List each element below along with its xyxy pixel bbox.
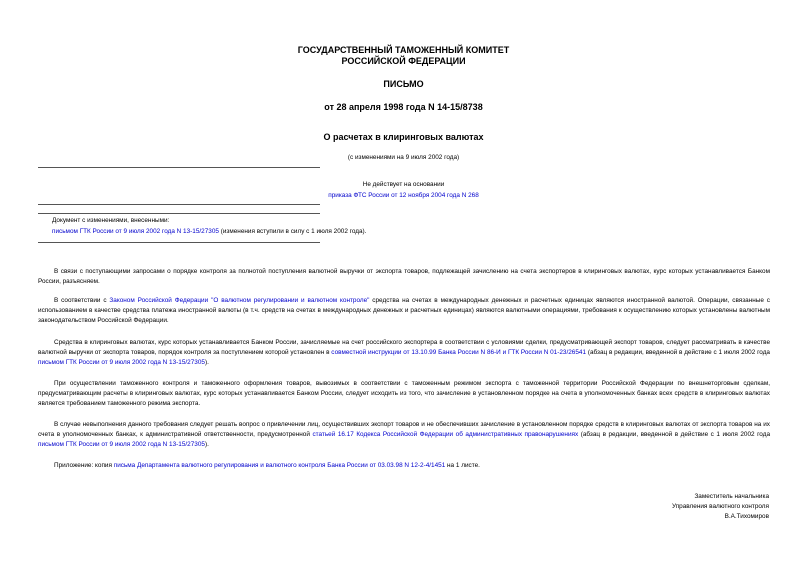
status-line: Не действует на основании <box>362 181 445 188</box>
paragraph-6 <box>38 461 770 471</box>
header-org-line2: РОССИЙСКОЙ ФЕДЕРАЦИИ <box>341 56 466 66</box>
koap-link[interactable]: статьей 16.17 Кодекса Российской Федерации об административных правонарушениях <box>312 431 579 438</box>
instruction-link[interactable]: совместной инструкции от 13.10.99 Банка России N 86-И и ГТК России N 01-23/26541 <box>331 349 587 356</box>
amend-note-link[interactable]: письмом ГТК России от 9 июля 2002 года N 13-15/27305 <box>52 228 219 235</box>
p6-text-a: Приложение: копия <box>54 462 114 469</box>
header-org-line1: ГОСУДАРСТВЕННЫЙ ТАМОЖЕННЫЙ КОМИТЕТ <box>297 45 510 55</box>
status-link[interactable]: приказа ФТС России от 12 ноября 2004 года N 268 <box>328 192 479 199</box>
p2-text-a: В соответствии с <box>54 297 110 304</box>
amend-note-body <box>52 227 366 237</box>
p3-text-a: Средства в клиринговых валютах, курс которых устанавливается Банком России, зачисляемые на счет российского экспортера в соответствии с условиями сделки, предусматривающей экспорт товаров, следует рассматривать в качестве валютной выручки от экспорта товаров, порядок контроля за поступлением которой установлен в <box>38 339 770 356</box>
signature-line1: Заместитель начальника <box>694 493 769 500</box>
signature-line2: Управления валютного контроля <box>671 503 769 510</box>
doc-type: ПИСЬМО <box>383 79 424 89</box>
paragraph-5 <box>38 420 770 450</box>
signature-line3: В.А.Тихомиров <box>724 513 769 520</box>
paragraph-4: При осуществлении таможенного контроля и таможенного оформления товаров, вывозимых в соответствии с таможенным режимом экспорта с таможенной территории Российской Федерации по внешнеторговым сделкам, предусматривающим расчеты в клиринговых валютах, курс которых устанавливается Банком России, следует исходить из того, что зачисление в установленном порядке на счета в уполномоченных банках всех средств в клиринговых валютах является требованием таможенного режима экспорта. <box>38 380 770 407</box>
p5-text-c: ). <box>204 441 209 448</box>
status-link-wrap <box>0 191 807 201</box>
p6-text-b: на 1 листе. <box>445 462 480 469</box>
divider <box>38 204 320 205</box>
bank-letter-link[interactable]: письма Департамента валютного регулирования и валютного контроля Банка России от 03.03.98 N 12-2-4/1451 <box>113 462 446 469</box>
amend-note-title: Документ с изменениями, внесенными: <box>52 217 170 224</box>
doc-subject: О расчетах в клиринговых валютах <box>323 132 484 142</box>
p5-text-a: В случае невыполнения данного требования следует решать вопрос о привлечении лиц, осуществивших экспорт товаров и не обеспечивших зачисление в установленном порядке средств в клиринговых валютах от экспорта товаров на их счета в уполномоченных банках, к административной ответственности, предусмотренной <box>38 421 770 438</box>
paragraph-3 <box>38 338 770 368</box>
paragraph-1: В связи с поступающими запросами о порядке контроля за полнотой поступления валютной выручки от экспорта товаров, подлежащей зачислению на счета экспортеров в клиринговых валютах, курс которых устанавливается Банком России, разъясняем. <box>38 268 770 285</box>
divider <box>38 167 320 168</box>
amend-note-tail: (изменения вступили в силу с 1 июля 2002 года). <box>218 228 367 235</box>
signature-block <box>569 492 769 522</box>
paragraph-2 <box>38 296 770 326</box>
law-link[interactable]: Законом Российской Федерации "О валютном регулировании и валютном контроле" <box>109 297 370 304</box>
divider <box>38 242 320 243</box>
doc-date-number: от 28 апреля 1998 года N 14-15/8738 <box>324 102 483 112</box>
divider <box>38 213 320 214</box>
p3-text-b: (абзац в редакции, введенной в действие с 1 июля 2002 года <box>586 349 770 356</box>
p2-text-b: средства на счетах в международных денежных и расчетных единицах являются иностранной валютой. Операции, связанные с использованием в качестве средства платежа иностранной валюты (в т.ч. средств на счетах в международных денежных и расчетных единицах) являются валютными операциями, требования к осуществлению которых установлены валютным законодательством Российской Федерации. <box>38 297 770 324</box>
gtk-letter-link-2[interactable]: письмом ГТК России от 9 июля 2002 года N 13-15/27305 <box>38 441 205 448</box>
p5-text-b: (абзац в редакции, введенной в действие с 1 июля 2002 года <box>578 431 771 438</box>
gtk-letter-link[interactable]: письмом ГТК России от 9 июля 2002 года N 13-15/27305 <box>38 359 205 366</box>
p3-text-c: ). <box>204 359 209 366</box>
amended-note: (с изменениями на 9 июля 2002 года) <box>347 154 460 161</box>
